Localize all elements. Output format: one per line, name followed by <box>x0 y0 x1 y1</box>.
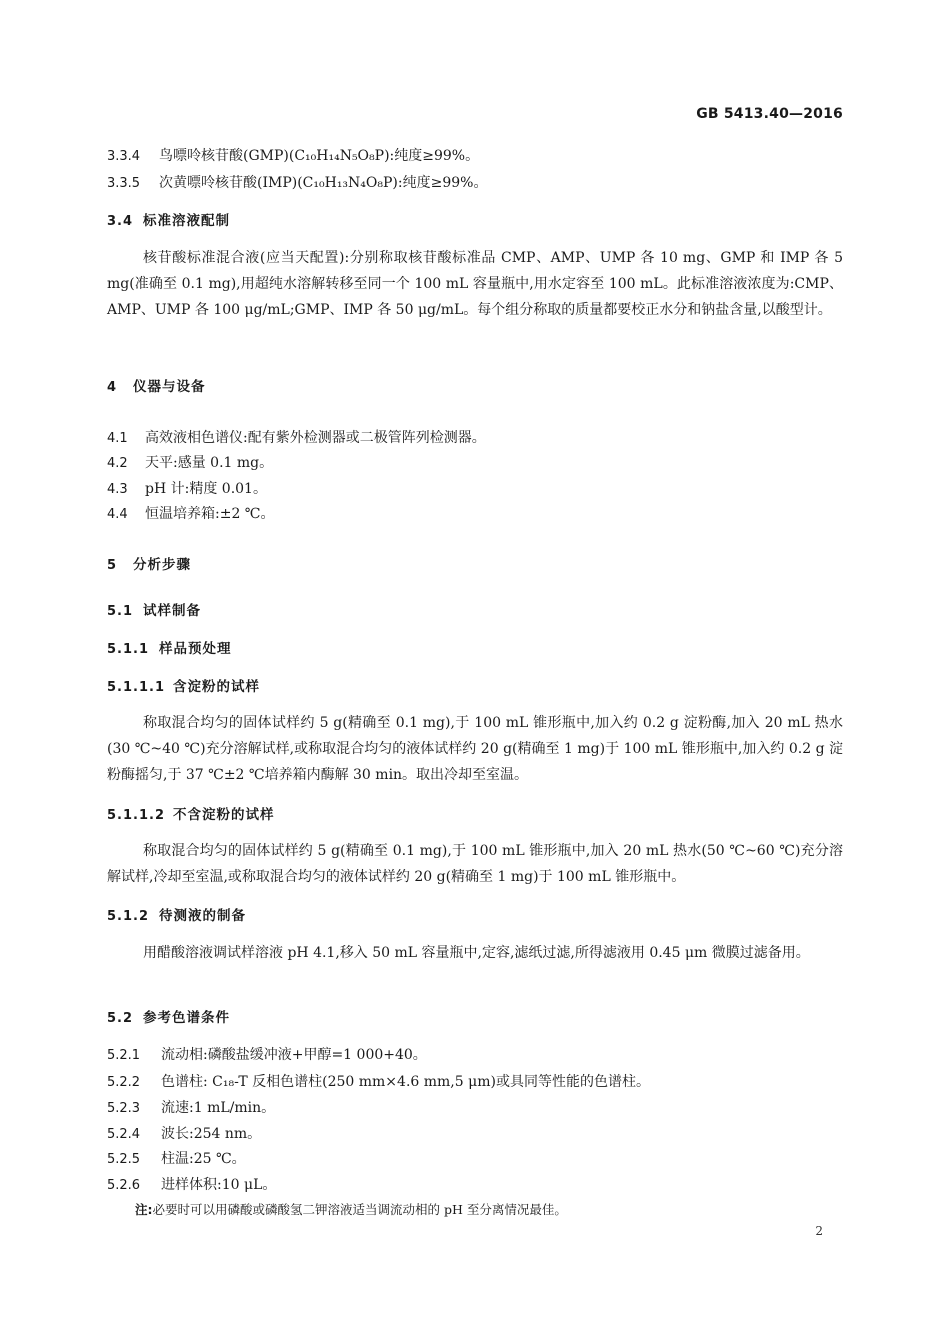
heading-number: 4 <box>107 380 118 395</box>
item-5-2-4 <box>107 1124 261 1145</box>
item-text: 鸟嘌呤核苷酸(GMP)(C₁₀H₁₄N₅O₈P):纯度≥99%。 <box>159 148 480 164</box>
heading-number: 5.1.2 <box>107 909 150 924</box>
item-text: 流动相:磷酸盐缓冲液+甲醇=1 000+40。 <box>161 1047 427 1063</box>
item-number: 4.1 <box>107 431 128 446</box>
item-text: 流速:1 mL/min。 <box>161 1100 276 1116</box>
heading-number: 5.2 <box>107 1011 134 1026</box>
note-text: 必要时可以用磷酸或磷酸氢二钾溶液适当调流动相的 pH 至分离情况最佳。 <box>152 1202 567 1217</box>
item-number: 5.2.4 <box>107 1127 141 1142</box>
item-5-2-2 <box>107 1072 650 1093</box>
item-text: 波长:254 nm。 <box>161 1126 262 1142</box>
item-4-4 <box>107 504 274 525</box>
heading-title: 样品预处理 <box>159 641 232 657</box>
heading-5-1 <box>107 601 201 622</box>
item-number: 5.2.2 <box>107 1075 141 1090</box>
item-number: 5.2.3 <box>107 1101 141 1116</box>
item-5-2-1 <box>107 1045 427 1066</box>
item-number: 3.3.5 <box>107 176 141 191</box>
item-text: 次黄嘌呤核苷酸(IMP)(C₁₀H₁₃N₄O₈P):纯度≥99%。 <box>159 175 488 191</box>
item-text: pH 计:精度 0.01。 <box>145 481 267 497</box>
heading-number: 3.4 <box>107 214 134 229</box>
heading-5 <box>107 555 191 576</box>
heading-number: 5.1.1.1 <box>107 680 165 695</box>
heading-title: 不含淀粉的试样 <box>173 807 275 823</box>
heading-title: 分析步骤 <box>133 557 191 573</box>
heading-4 <box>107 377 206 398</box>
heading-5-1-1-1 <box>107 677 260 698</box>
item-number: 4.4 <box>107 507 128 522</box>
item-text: 高效液相色谱仪:配有紫外检测器或二极管阵列检测器。 <box>145 430 486 446</box>
item-5-2-6 <box>107 1175 276 1196</box>
heading-3-4 <box>107 211 230 232</box>
item-text: 天平:感量 0.1 mg。 <box>145 455 274 471</box>
paragraph-5-1-1-1: 称取混合均匀的固体试样约 5 g(精确至 0.1 mg),于 100 mL 锥形瓶中,加入约 0.2 g 淀粉酶,加入 20 mL 热水(30 ℃~40 ℃)充分溶解试样,或称取混合均匀的液体试样约 20 g(精确至 1 mg)于 100 mL 锥形瓶中,加入约 0.2 g 淀粉酶摇匀,于 37 ℃±2 ℃培养箱内酶解 30 min。取出冷却至室温。 <box>107 715 843 783</box>
paragraph-5-1-2: 用醋酸溶液调试样溶液 pH 4.1,移入 50 mL 容量瓶中,定容,滤纸过滤,所得滤液用 0.45 μm 微膜过滤备用。 <box>143 945 810 961</box>
paragraph-5-1-1-2: 称取混合均匀的固体试样约 5 g(精确至 0.1 mg),于 100 mL 锥形瓶中,加入 20 mL 热水(50 ℃~60 ℃)充分溶解试样,冷却至室温,或称取混合均匀的液体试样约 20 g(精确至 1 mg)于 100 mL 锥形瓶中。 <box>107 843 843 885</box>
item-3-3-5 <box>107 173 487 194</box>
note <box>135 1200 567 1218</box>
heading-title: 仪器与设备 <box>133 379 206 395</box>
item-4-2 <box>107 453 273 474</box>
heading-title: 标准溶液配制 <box>143 213 230 229</box>
item-5-2-5 <box>107 1149 246 1170</box>
heading-title: 待测液的制备 <box>159 908 246 924</box>
item-text: 柱温:25 ℃。 <box>161 1151 246 1167</box>
item-3-3-4 <box>107 146 479 167</box>
item-number: 5.2.5 <box>107 1152 141 1167</box>
note-label: 注: <box>135 1202 153 1217</box>
page-number: 2 <box>815 1224 823 1238</box>
heading-5-1-2 <box>107 906 246 927</box>
paragraph-3-4: 核苷酸标准混合液(应当天配置):分别称取核苷酸标准品 CMP、AMP、UMP 各 10 mg、GMP 和 IMP 各 5 mg(准确至 0.1 mg),用超纯水溶解转移至同一个 100 mL 容量瓶中,用水定容至 100 mL。此标准溶液浓度为:CMP、AMP、UMP 各 100 μg/mL;GMP、IMP 各 50 μg/mL。每个组分称取的质量都要校正水分和钠盐含量,以酸型计。 <box>107 250 843 318</box>
heading-number: 5.1.1 <box>107 642 150 657</box>
item-number: 4.2 <box>107 456 128 471</box>
item-text: 恒温培养箱:±2 ℃。 <box>145 506 275 522</box>
heading-number: 5.1.1.2 <box>107 808 165 823</box>
item-number: 5.2.6 <box>107 1178 141 1193</box>
heading-number: 5 <box>107 558 118 573</box>
heading-title: 参考色谱条件 <box>143 1010 230 1026</box>
item-text: 色谱柱: C₁₈-T 反相色谱柱(250 mm×4.6 mm,5 μm)或具同等性能的色谱柱。 <box>161 1074 650 1090</box>
standard-code: GB 5413.40—2016 <box>696 106 843 122</box>
heading-title: 试样制备 <box>143 603 201 619</box>
item-4-1 <box>107 428 486 449</box>
item-text: 进样体积:10 μL。 <box>161 1177 277 1193</box>
item-number: 4.3 <box>107 482 128 497</box>
item-number: 3.3.4 <box>107 149 141 164</box>
item-4-3 <box>107 479 267 500</box>
item-number: 5.2.1 <box>107 1048 141 1063</box>
heading-5-2 <box>107 1008 230 1029</box>
heading-5-1-1-2 <box>107 805 275 826</box>
item-5-2-3 <box>107 1098 275 1119</box>
heading-title: 含淀粉的试样 <box>173 679 260 695</box>
heading-5-1-1 <box>107 639 232 660</box>
heading-number: 5.1 <box>107 604 134 619</box>
